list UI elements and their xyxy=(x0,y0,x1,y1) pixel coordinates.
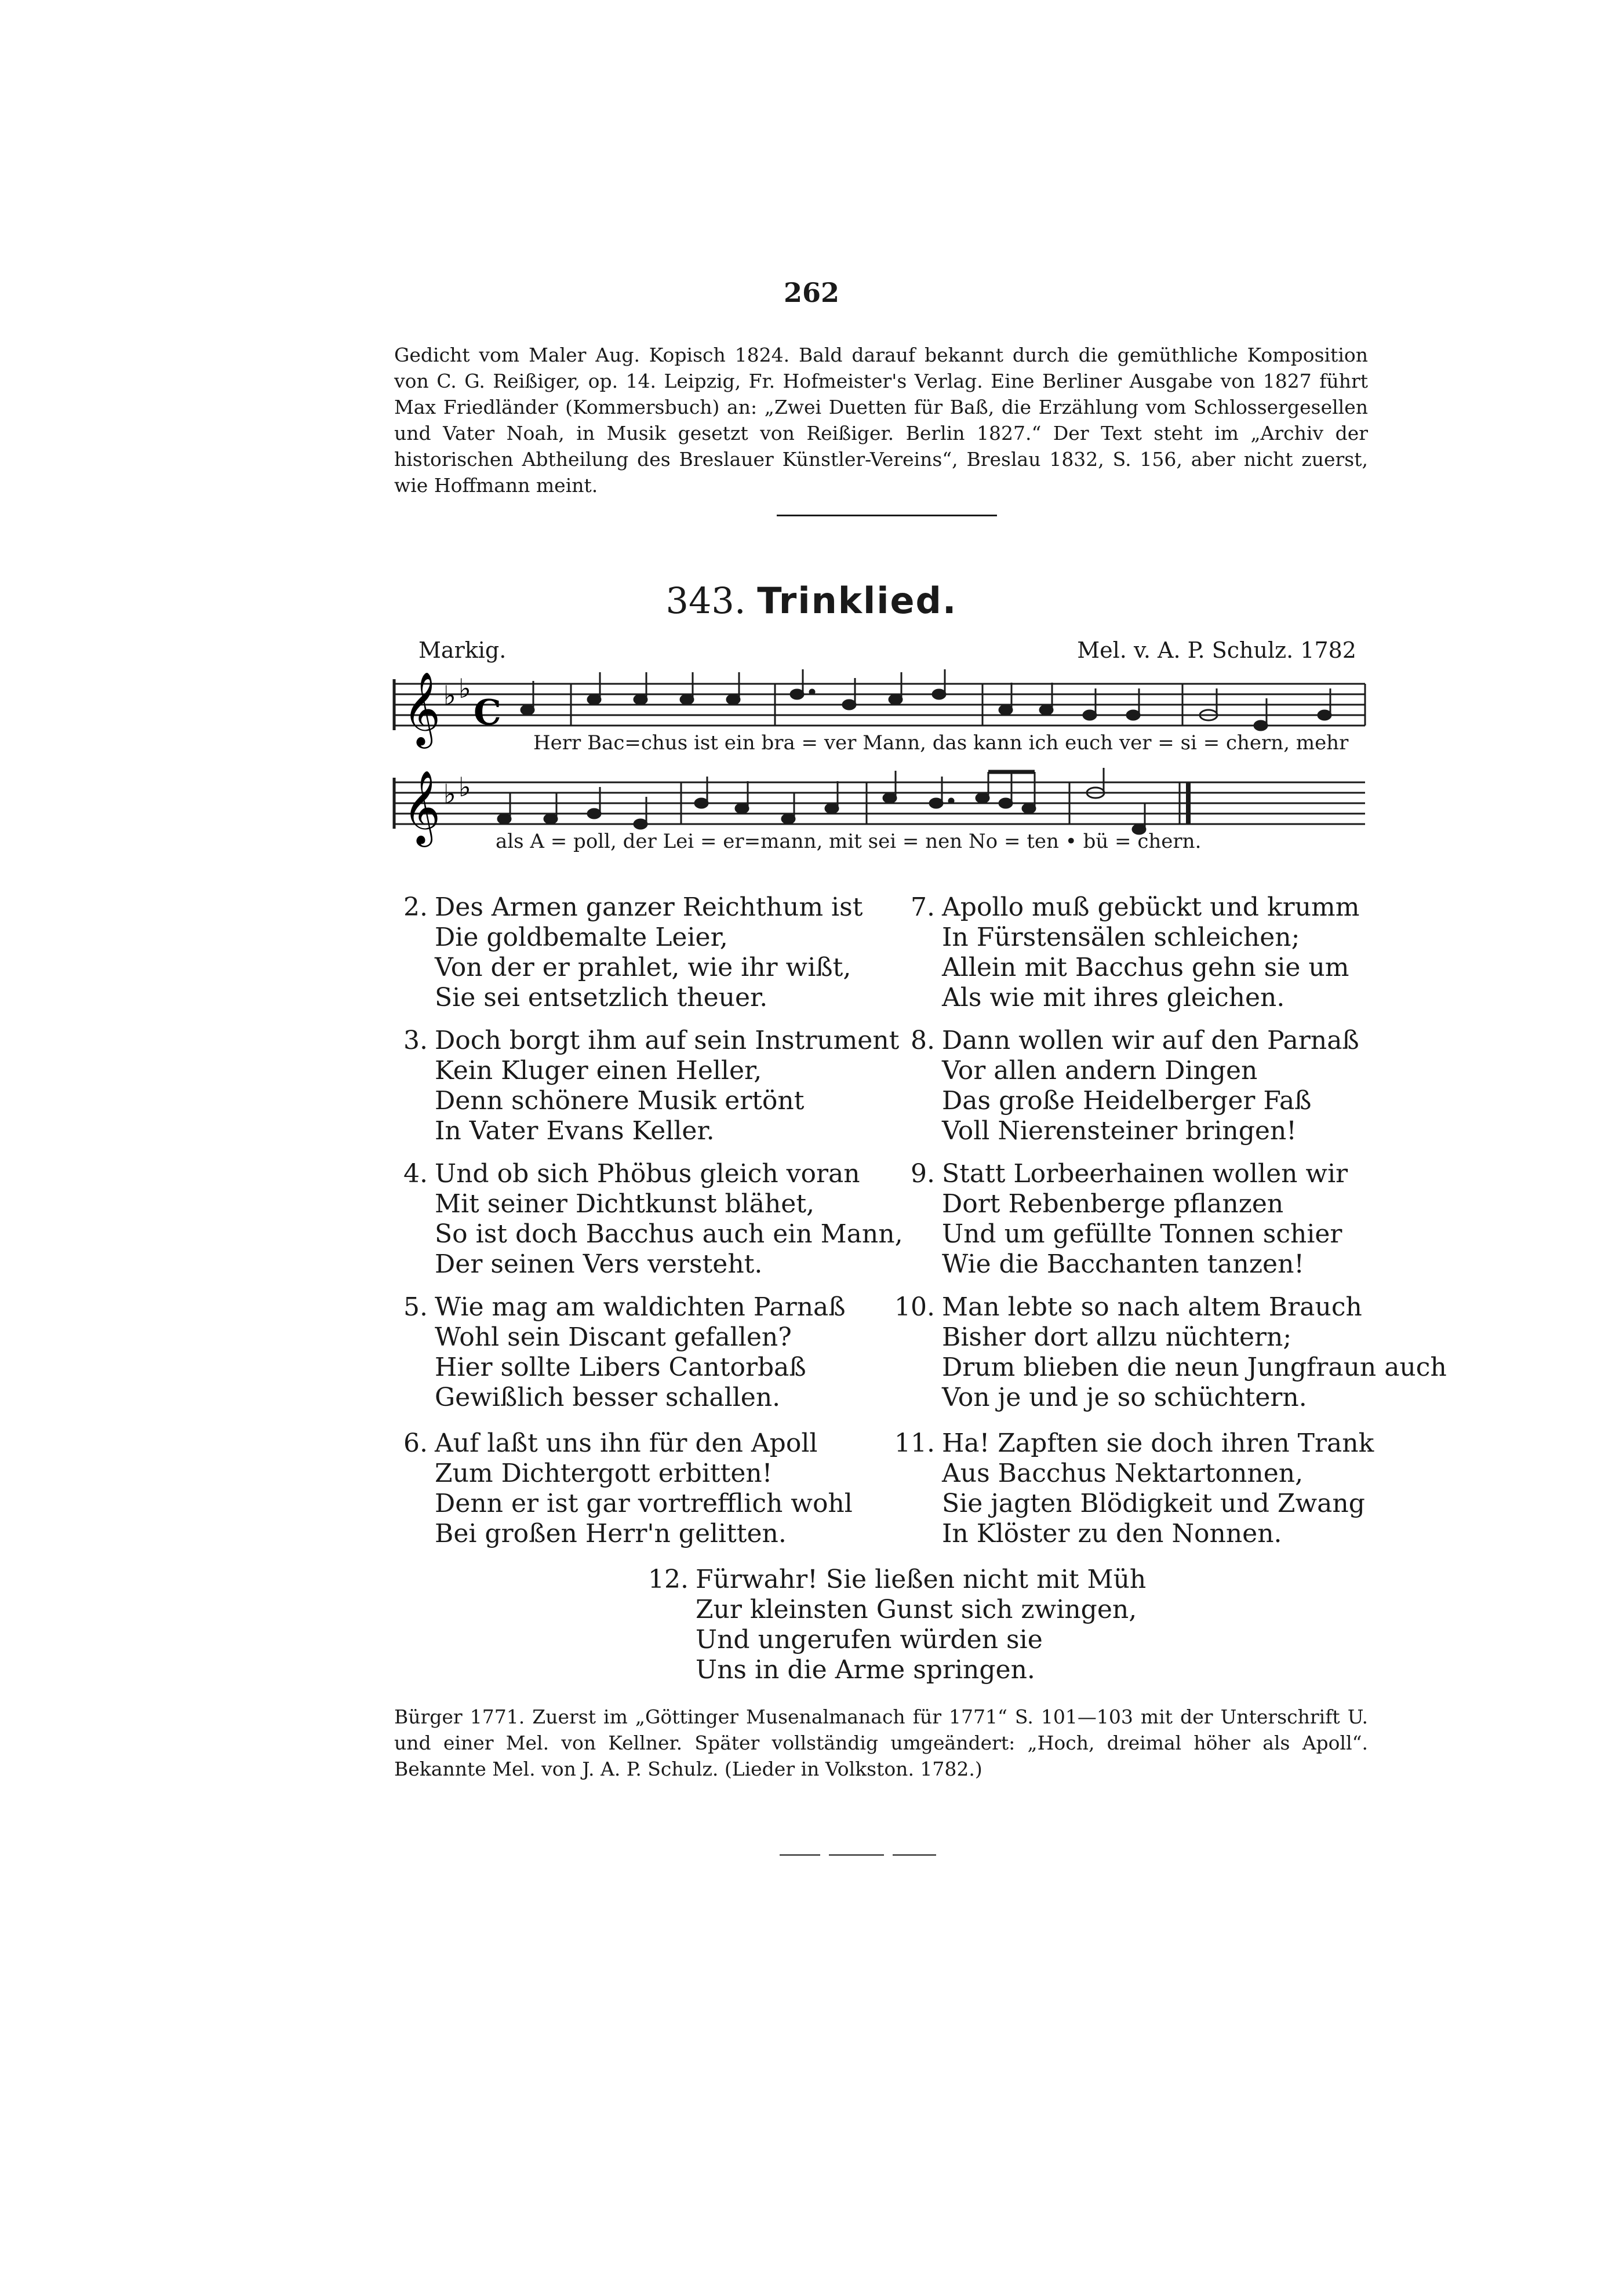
stanza-number: 8. xyxy=(911,1026,935,1055)
section-divider xyxy=(777,515,997,516)
stanza-number: 9. xyxy=(911,1159,935,1189)
stanza-number: 6. xyxy=(403,1428,428,1458)
stanza xyxy=(911,1159,1348,1280)
flat-sign-icon: ♭ xyxy=(458,673,471,704)
verse-line: Dann wollen wir auf den Parnaß xyxy=(942,1026,1359,1055)
stanza-number: 4. xyxy=(403,1159,428,1189)
verse-line: Zum Dichtergott erbitten! xyxy=(435,1459,773,1488)
verse-line: Vor allen andern Dingen xyxy=(942,1056,1258,1085)
flat-sign-icon: ♭ xyxy=(458,771,471,803)
verse-line: Das große Heidelberger Faß xyxy=(942,1086,1312,1116)
common-time-icon: C xyxy=(474,693,501,733)
verse-line: Bisher dort allzu nüchtern; xyxy=(942,1322,1292,1352)
stanza xyxy=(894,1292,1447,1413)
stanza xyxy=(911,892,1360,1013)
tempo-marking: Markig. xyxy=(419,637,507,663)
intro-note: Gedicht vom Maler Aug. Kopisch 1824. Bald darauf bekannt durch die gemüthliche Komposition von C. G. Reißiger, op. 14. Leipzig, Fr. Hofmeister's Verlag. Eine Berliner Ausgabe von 1827 führt Max Friedländer (Kommersbuch) an: „Zwei Duetten für Baß, die Erzählung vom Schlossergesellen und Vater Noah, in Musik gesetzt von Reißiger. Berlin 1827.“ Der Text steht im „Archiv der historischen Abtheilung des Breslauer Künstler-Vereins“, Breslau 1832, S. 156, aber nicht zuerst, wie Hoffmann meint. xyxy=(394,344,1368,497)
end-divider xyxy=(780,1854,820,1856)
verse-line: Und um gefüllte Tonnen schier xyxy=(942,1219,1342,1249)
stanza xyxy=(403,1159,903,1280)
stanza xyxy=(911,1026,1359,1146)
stanza-number: 7. xyxy=(911,892,935,922)
stanza-number: 2. xyxy=(403,892,428,922)
treble-clef-icon: 𝄞 xyxy=(403,671,441,745)
verse-line: Voll Nierensteiner bringen! xyxy=(942,1116,1297,1146)
verse-line: Als wie mit ihres gleichen. xyxy=(942,983,1285,1012)
verse-line: Und ob sich Phöbus gleich voran xyxy=(435,1159,860,1189)
verse-line: In Klöster zu den Nonnen. xyxy=(942,1519,1282,1548)
verse-line: Wie die Bacchanten tanzen! xyxy=(942,1249,1305,1279)
verse-line: Denn schönere Musik ertönt xyxy=(435,1086,805,1116)
flat-sign-icon: ♭ xyxy=(443,778,456,810)
verse-line: Drum blieben die neun Jungfraun auch xyxy=(942,1353,1447,1382)
verse-line: So ist doch Bacchus auch ein Mann, xyxy=(435,1219,903,1249)
stanza xyxy=(403,1428,853,1549)
verse-line: Dort Rebenberge pflanzen xyxy=(942,1189,1284,1219)
stanza xyxy=(894,1428,1374,1549)
flat-sign-icon: ♭ xyxy=(443,680,456,711)
verse-line: Ha! Zapften sie doch ihren Trank xyxy=(942,1428,1374,1458)
verse-line: Apollo muß gebückt und krumm xyxy=(942,892,1360,922)
lyrics-line-1: Herr Bac=chus ist ein bra = ver Mann, das kann ich euch ver = si = chern, mehr xyxy=(533,731,1349,755)
verse-line: Uns in die Arme springen. xyxy=(696,1655,1035,1685)
verse-line: Wie mag am waldichten Parnaß xyxy=(435,1292,846,1322)
melody-credit: Mel. v. A. P. Schulz. 1782 xyxy=(1077,637,1356,663)
verse-line: Man lebte so nach altem Brauch xyxy=(942,1292,1362,1322)
stanza xyxy=(403,892,863,1013)
song-number: 343. xyxy=(665,580,746,622)
verse-line: Fürwahr! Sie ließen nicht mit Müh xyxy=(696,1565,1147,1594)
verse-line: Bei großen Herr'n gelitten. xyxy=(435,1519,787,1548)
stanza-number: 10. xyxy=(894,1292,935,1322)
verse-line: Statt Lorbeerhainen wollen wir xyxy=(942,1159,1348,1189)
verse-line: Denn er ist gar vortrefflich wohl xyxy=(435,1489,853,1518)
song-title-text: Trinklied. xyxy=(757,580,958,622)
stanza-number: 3. xyxy=(403,1026,428,1055)
end-divider xyxy=(893,1854,936,1856)
verse-line: In Fürstensälen schleichen; xyxy=(942,923,1300,952)
verse-line: Von je und je so schüchtern. xyxy=(942,1383,1307,1412)
verse-line: Gewißlich besser schallen. xyxy=(435,1383,781,1412)
stanza-final xyxy=(648,1565,1147,1685)
stanza xyxy=(403,1292,846,1413)
verse-line: Aus Bacchus Nektartonnen, xyxy=(942,1459,1304,1488)
end-divider xyxy=(829,1854,884,1856)
verse-line: Allein mit Bacchus gehn sie um xyxy=(942,953,1349,982)
verse-line: In Vater Evans Keller. xyxy=(435,1116,715,1146)
treble-clef-icon: 𝄞 xyxy=(403,770,441,844)
verse-line: Und ungerufen würden sie xyxy=(696,1625,1043,1654)
stanza-number: 12. xyxy=(648,1565,689,1594)
verse-line: Von der er prahlet, wie ihr wißt, xyxy=(435,953,851,982)
lyrics-line-2: als A = poll, der Lei = er=mann, mit sei = nen No = ten • bü = chern. xyxy=(496,830,1202,853)
source-note: Bürger 1771. Zuerst im „Göttinger Musenalmanach für 1771“ S. 101—103 mit der Unterschrift U. und einer Mel. von Kellner. Später vollständig umgeändert: „Hoch, dreimal höher als Apoll“. Bekannte Mel. von J. A. P. Schulz. (Lieder in Volkston. 1782.) xyxy=(394,1705,1368,1780)
verse-line: Wohl sein Discant gefallen? xyxy=(435,1322,792,1352)
verse-line: Zur kleinsten Gunst sich zwingen, xyxy=(696,1595,1137,1624)
stanza-number: 5. xyxy=(403,1292,428,1322)
verse-line: Sie jagten Blödigkeit und Zwang xyxy=(942,1489,1365,1518)
verse-line: Die goldbemalte Leier, xyxy=(435,923,728,952)
verse-line: Mit seiner Dichtkunst blähet, xyxy=(435,1189,814,1219)
stanza-number: 11. xyxy=(894,1428,935,1458)
verse-line: Auf laßt uns ihn für den Apoll xyxy=(435,1428,818,1458)
stanza xyxy=(403,1026,900,1146)
song-title xyxy=(0,580,1623,622)
verse-line: Der seinen Vers versteht. xyxy=(435,1249,763,1279)
verse-line: Doch borgt ihm auf sein Instrument xyxy=(435,1026,900,1055)
verse-line: Sie sei entsetzlich theuer. xyxy=(435,983,768,1012)
verse-line: Hier sollte Libers Cantorbaß xyxy=(435,1353,806,1382)
page-number: 262 xyxy=(783,277,840,308)
verse-line: Kein Kluger einen Heller, xyxy=(435,1056,762,1085)
verse-line: Des Armen ganzer Reichthum ist xyxy=(435,892,863,922)
